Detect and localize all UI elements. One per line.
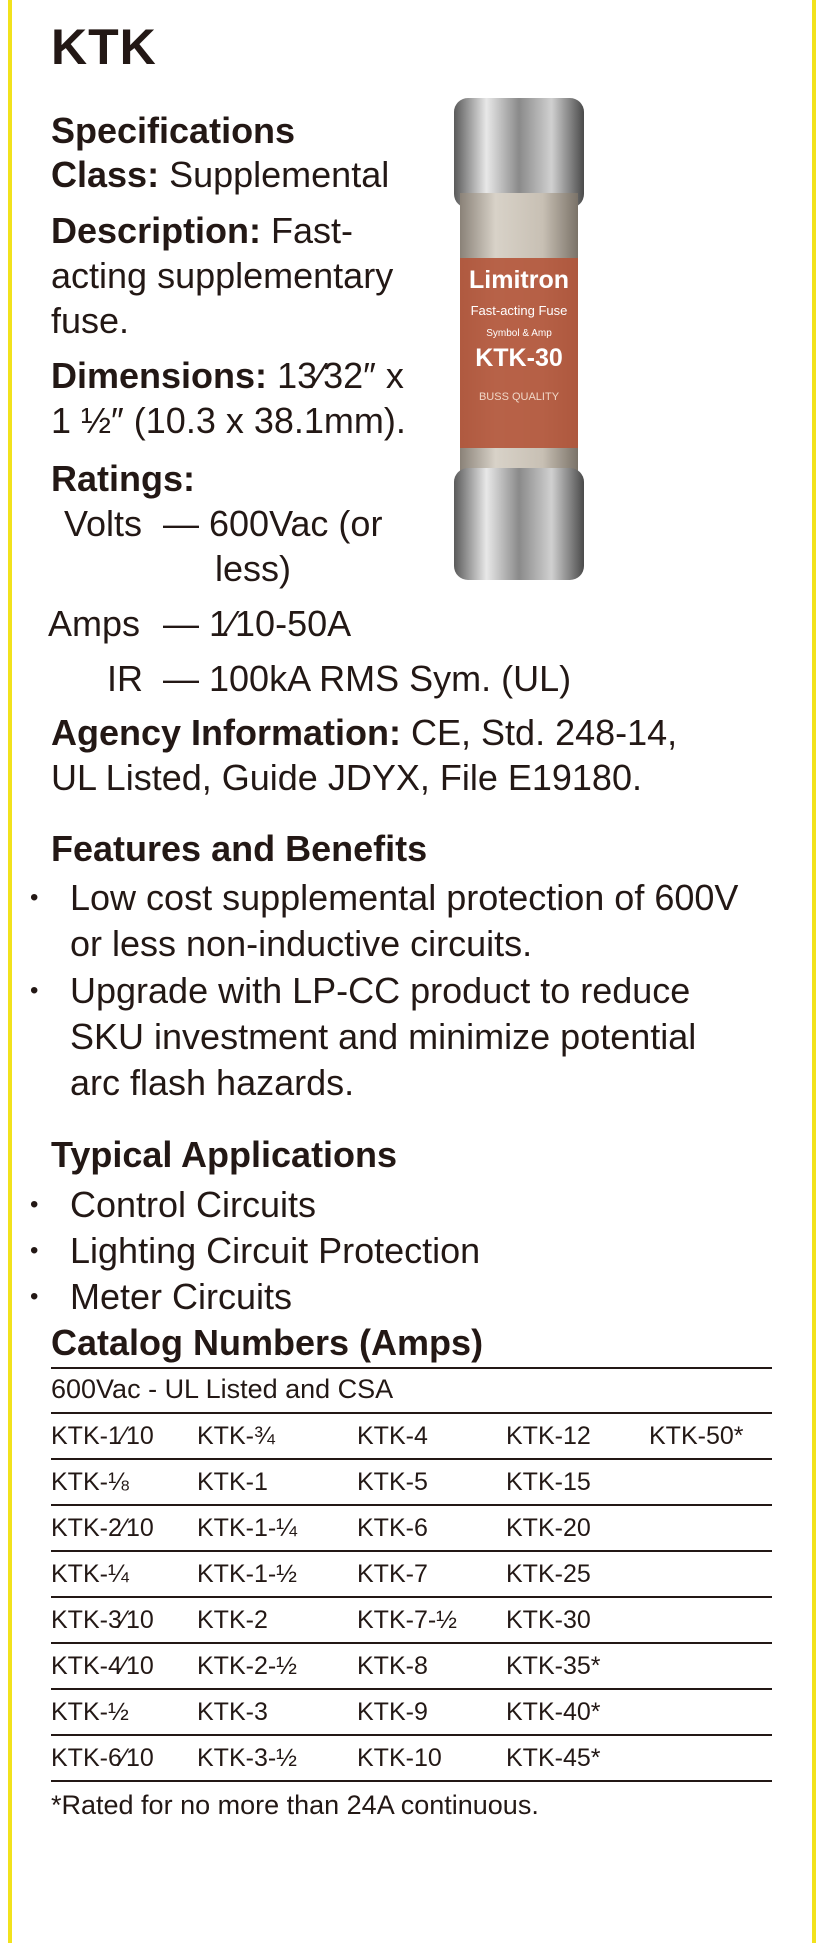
catalog-cell: KTK-3-½	[197, 1744, 298, 1772]
catalog-cell: KTK-1⁄10	[51, 1422, 154, 1450]
table-header-rule	[51, 1412, 772, 1414]
volts-value-2: less)	[215, 548, 292, 589]
catalog-cell: KTK-½	[51, 1698, 129, 1726]
catalog-cell: KTK-2	[197, 1606, 268, 1634]
catalog-cell: KTK-⅛	[51, 1468, 129, 1496]
bullet-icon: •	[30, 884, 39, 911]
applications-item-2-text: Lighting Circuit Protection	[70, 1230, 481, 1271]
dimensions-text-1: 13⁄32″ x	[277, 355, 404, 396]
catalog-cell: KTK-50*	[649, 1422, 744, 1450]
catalog-cell: KTK-25	[506, 1560, 591, 1588]
left-border-bar	[8, 0, 12, 1943]
description-line-1	[51, 210, 353, 252]
dimensions-label: Dimensions:	[51, 355, 268, 396]
catalog-cell: KTK-1-½	[197, 1560, 298, 1588]
catalog-cell: KTK-7	[357, 1560, 428, 1588]
features-item-1-line-1: Low cost supplemental protection of 600V	[70, 877, 739, 918]
features-item-1-line-2: or less non-inductive circuits.	[70, 923, 533, 964]
features-item-2-line-2: SKU investment and minimize potential	[70, 1016, 697, 1057]
bullet-icon: •	[30, 1283, 39, 1310]
class-line	[51, 154, 389, 196]
catalog-cell: KTK-¼	[51, 1560, 129, 1588]
catalog-cell: KTK-4	[357, 1422, 428, 1450]
catalog-cell: KTK-8	[357, 1652, 428, 1680]
ratings-label: Ratings:	[51, 458, 195, 499]
table-row-rule	[51, 1688, 772, 1690]
amps-value: — 1⁄10-50A	[163, 603, 352, 644]
description-text-2: acting supplementary	[51, 255, 394, 296]
catalog-cell: KTK-1	[197, 1468, 268, 1496]
catalog-cell: KTK-4⁄10	[51, 1652, 154, 1680]
table-row-rule	[51, 1596, 772, 1598]
catalog-cell: KTK-1-¼	[197, 1514, 298, 1542]
catalog-cell: KTK-20	[506, 1514, 591, 1542]
description-text-1: Fast-	[271, 210, 354, 251]
catalog-cell: KTK-9	[357, 1698, 428, 1726]
agency-label: Agency Information:	[51, 712, 402, 753]
catalog-cell: KTK-7-½	[357, 1606, 458, 1634]
catalog-cell: KTK-¾	[197, 1422, 275, 1450]
catalog-cell: KTK-2⁄10	[51, 1514, 154, 1542]
table-row-rule	[51, 1734, 772, 1736]
specifications-heading: Specifications	[51, 110, 296, 151]
table-caption: 600Vac - UL Listed and CSA	[51, 1374, 394, 1404]
catalog-cell: KTK-2-½	[197, 1652, 298, 1680]
class-value: Supplemental	[169, 154, 390, 195]
table-footnote: *Rated for no more than 24A continuous.	[51, 1790, 539, 1820]
volts-value-1: — 600Vac (or	[163, 503, 383, 544]
applications-item-3-text: Meter Circuits	[70, 1276, 293, 1317]
right-border-bar	[812, 0, 816, 1943]
ir-label: IR	[107, 658, 143, 699]
page-title: KTK	[51, 19, 157, 75]
features-item-2-line-3: arc flash hazards.	[70, 1062, 355, 1103]
table-row-rule	[51, 1504, 772, 1506]
catalog-cell: KTK-12	[506, 1422, 591, 1450]
catalog-cell: KTK-3⁄10	[51, 1606, 154, 1634]
class-label: Class:	[51, 154, 160, 195]
fuse-bottom-cap	[454, 468, 584, 580]
catalog-heading: Catalog Numbers (Amps)	[51, 1322, 484, 1363]
applications-heading: Typical Applications	[51, 1134, 398, 1175]
bullet-icon: •	[30, 1191, 39, 1218]
table-row-rule	[51, 1642, 772, 1644]
dimensions-text-2: 1 ½″ (10.3 x 38.1mm).	[51, 400, 406, 441]
amps-label: Amps	[48, 603, 141, 644]
agency-text-2: UL Listed, Guide JDYX, File E19180.	[51, 757, 642, 798]
catalog-cell: KTK-45*	[506, 1744, 601, 1772]
applications-item-1-text: Control Circuits	[70, 1184, 317, 1225]
catalog-cell: KTK-5	[357, 1468, 428, 1496]
description-label: Description:	[51, 210, 262, 251]
fuse-label-brand: Limitron	[469, 266, 569, 294]
catalog-cell: KTK-40*	[506, 1698, 601, 1726]
catalog-cell: KTK-35*	[506, 1652, 601, 1680]
catalog-cell: KTK-6	[357, 1514, 428, 1542]
fuse-label-symbol: Symbol & Amp	[486, 328, 552, 339]
catalog-cell: KTK-15	[506, 1468, 591, 1496]
volts-label: Volts	[64, 503, 143, 544]
bullet-icon: •	[30, 977, 39, 1004]
dimensions-line-1	[51, 355, 404, 397]
catalog-cell: KTK-3	[197, 1698, 268, 1726]
fuse-top-cap	[454, 98, 584, 208]
agency-line-1	[51, 712, 677, 754]
features-heading: Features and Benefits	[51, 828, 428, 869]
bullet-icon: •	[30, 1237, 39, 1264]
ir-value: — 100kA RMS Sym. (UL)	[163, 658, 572, 699]
table-top-rule	[51, 1367, 772, 1369]
fuse-product-image	[448, 98, 590, 586]
agency-text-1: CE, Std. 248-14,	[411, 712, 678, 753]
catalog-cell: KTK-6⁄10	[51, 1744, 154, 1772]
fuse-label-quality: BUSS QUALITY	[478, 391, 560, 403]
catalog-cell: KTK-30	[506, 1606, 591, 1634]
fuse-label-model: KTK-30	[475, 344, 563, 372]
table-row-rule	[51, 1550, 772, 1552]
catalog-cell: KTK-10	[357, 1744, 442, 1772]
features-item-2-line-1: Upgrade with LP-CC product to reduce	[70, 970, 691, 1011]
description-text-3: fuse.	[51, 300, 130, 341]
fuse-label-type: Fast-acting Fuse	[470, 303, 568, 318]
table-row-rule	[51, 1780, 772, 1782]
table-row-rule	[51, 1458, 772, 1460]
